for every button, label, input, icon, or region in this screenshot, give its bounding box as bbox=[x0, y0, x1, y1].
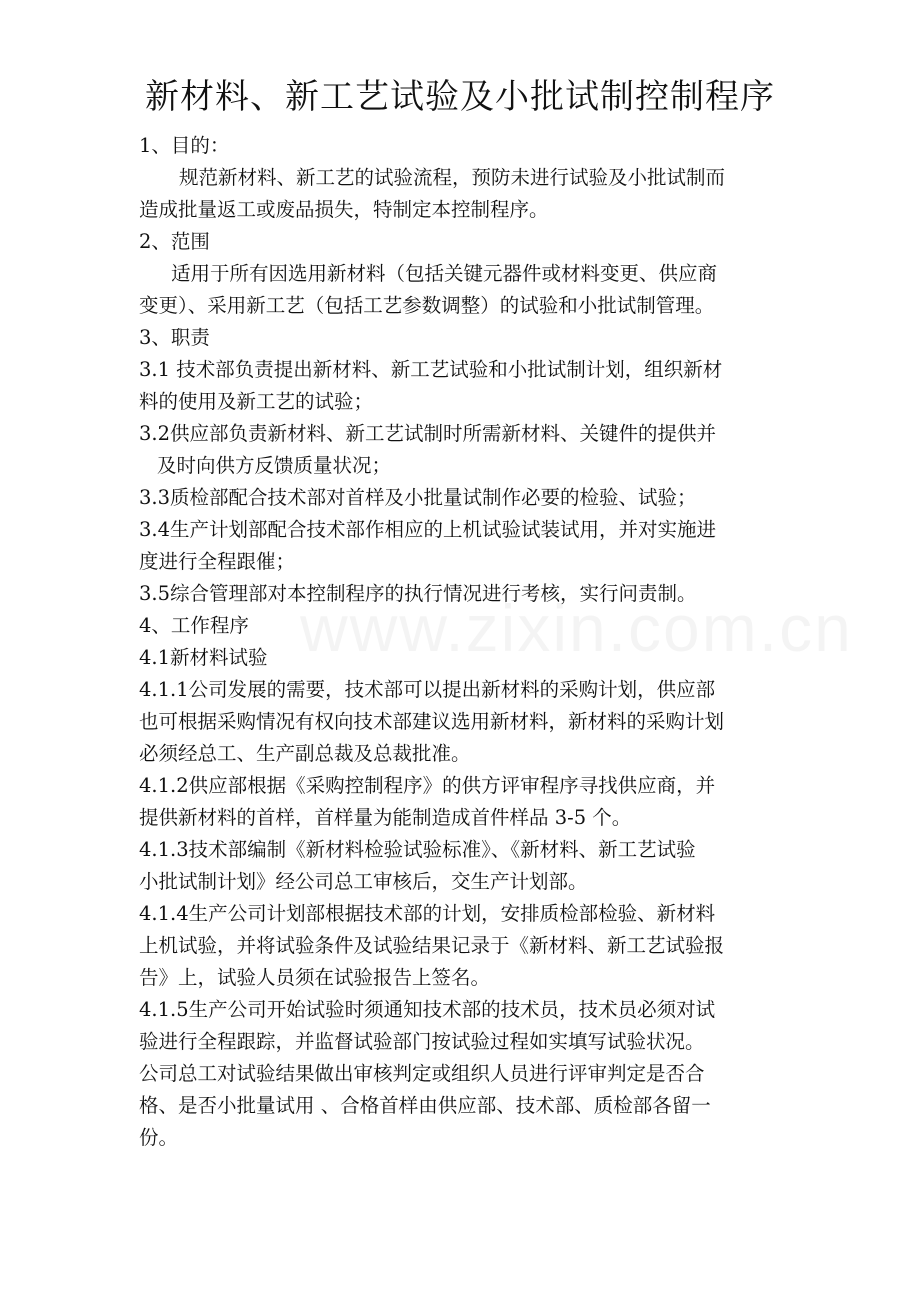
paragraph-line: 及时向供方反馈质量状况； bbox=[157, 454, 392, 477]
paragraph-line: 4.1.1公司发展的需要，技术部可以提出新材料的采购计划，供应部 bbox=[139, 678, 716, 701]
paragraph-line: 造成批量返工或废品损失，特制定本控制程序。 bbox=[139, 198, 549, 221]
paragraph-line: 必须经总工、生产副总裁及总裁批准。 bbox=[139, 742, 471, 765]
section-heading-responsibilities: 3、职责 bbox=[139, 326, 210, 349]
paragraph-line: 4.1.5生产公司开始试验时须通知技术部的技术员，技术员必须对试 bbox=[139, 998, 716, 1021]
paragraph-line: 提供新材料的首样，首样量为能制造成首件样品 3-5 个。 bbox=[139, 806, 632, 829]
paragraph-line: 告》上，试验人员须在试验报告上签名。 bbox=[139, 966, 491, 989]
paragraph-line: 份。 bbox=[139, 1126, 179, 1149]
paragraph-line: 上机试验，并将试验条件及试验结果记录于《新材料、新工艺试验报 bbox=[139, 934, 725, 957]
paragraph-line: 小批试制计划》经公司总工审核后，交生产计划部。 bbox=[139, 870, 588, 893]
section-heading-scope: 2、范围 bbox=[139, 230, 210, 253]
paragraph-line: 格、是否小批量试用 、合格首样由供应部、技术部、质检部各留一 bbox=[139, 1094, 711, 1117]
paragraph-line: 4.1.3技术部编制《新材料检验试验标准》、《新材料、新工艺试验 bbox=[139, 838, 696, 861]
paragraph-line: 度进行全程跟催； bbox=[139, 550, 296, 573]
paragraph-line: 4.1.2供应部根据《采购控制程序》的供方评审程序寻找供应商，并 bbox=[139, 774, 716, 797]
paragraph-line: 3.3质检部配合技术部对首样及小批量试制作必要的检验、试验； bbox=[139, 486, 697, 509]
paragraph-line: 3.5综合管理部对本控制程序的执行情况进行考核，实行问责制。 bbox=[139, 582, 697, 605]
subsection-heading: 4.1新材料试验 bbox=[139, 646, 268, 669]
section-heading-procedure: 4、工作程序 bbox=[139, 614, 249, 637]
paragraph-line: 变更）、采用新工艺（包括工艺参数调整）的试验和小批试制管理。 bbox=[139, 294, 715, 317]
paragraph-line: 也可根据采购情况有权向技术部建议选用新材料，新材料的采购计划 bbox=[139, 710, 725, 733]
document-title: 新材料、新工艺试验及小批试制控制程序 bbox=[145, 77, 775, 117]
paragraph-line: 公司总工对试验结果做出审核判定或组织人员进行评审判定是否合 bbox=[139, 1062, 705, 1085]
paragraph-line: 3.4生产计划部配合技术部作相应的上机试验试装试用，并对实施进 bbox=[139, 518, 717, 541]
document-body bbox=[139, 130, 789, 1154]
paragraph-line: 料的使用及新工艺的试验； bbox=[139, 390, 374, 413]
paragraph-line: 规范新材料、新工艺的试验流程，预防未进行试验及小批试制而 bbox=[179, 166, 726, 189]
paragraph-line: 3.1 技术部负责提出新材料、新工艺试验和小批试制计划，组织新材 bbox=[139, 358, 723, 381]
paragraph-line: 适用于所有因选用新材料（包括关键元器件或材料变更、供应商 bbox=[171, 262, 718, 285]
paragraph-line: 4.1.4生产公司计划部根据技术部的计划，安排质检部检验、新材料 bbox=[139, 902, 716, 925]
paragraph-line: 验进行全程跟踪，并监督试验部门按试验过程如实填写试验状况。 bbox=[139, 1030, 705, 1053]
paragraph-line: 3.2供应部负责新材料、新工艺试制时所需新材料、关键件的提供并 bbox=[139, 422, 717, 445]
section-heading-purpose: 1、目的： bbox=[139, 134, 230, 157]
